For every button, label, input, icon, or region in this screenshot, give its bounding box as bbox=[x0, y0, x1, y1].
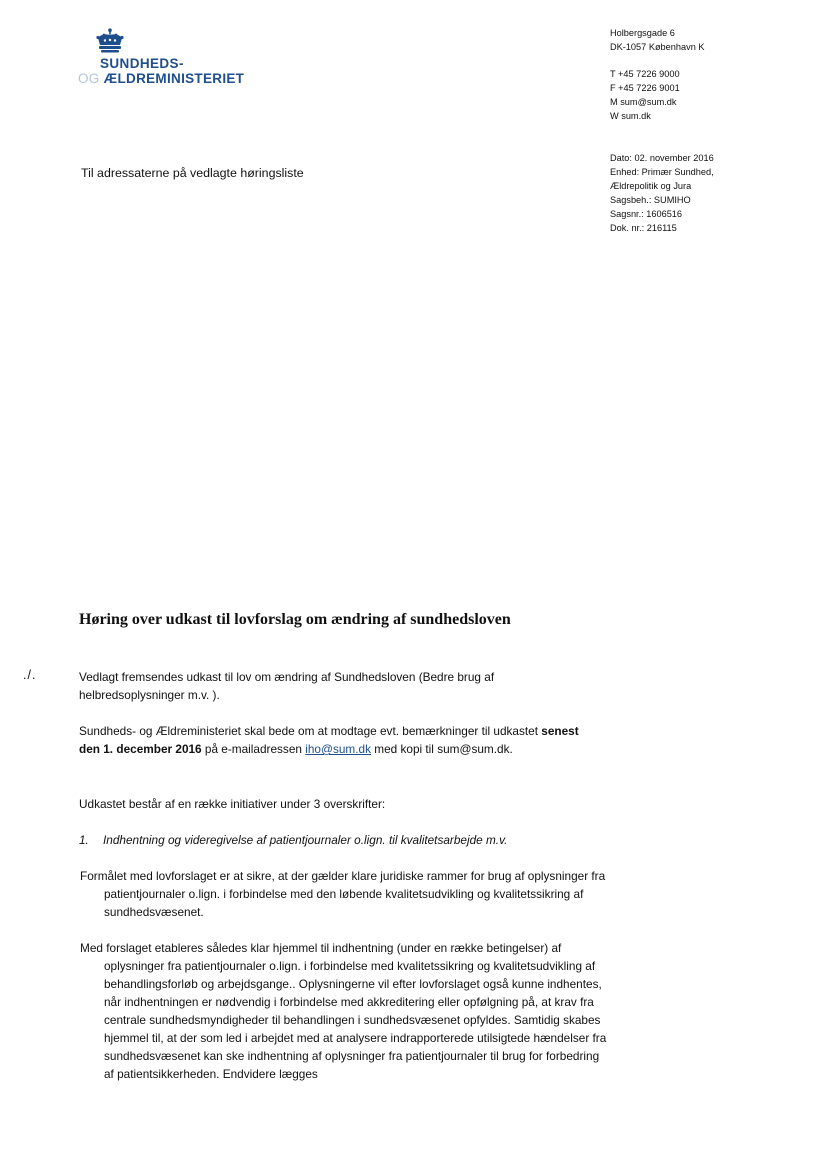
address-city: DK-1057 København K bbox=[610, 42, 705, 52]
paragraph-deadline bbox=[79, 722, 584, 758]
list-item-1 bbox=[79, 831, 584, 849]
meta-handler: Sagsbeh.: SUMIHO bbox=[610, 195, 691, 205]
meta-case-number: Sagsnr.: 1606516 bbox=[610, 209, 683, 219]
meta-date: Dato: 02. november 2016 bbox=[610, 153, 714, 163]
address-mail: M sum@sum.dk bbox=[610, 97, 677, 107]
paragraph-enclosure: Vedlagt fremsendes udkast til lov om ændring af Sundhedsloven (Bedre brug af helbredsoplysninger m.v. ). bbox=[79, 670, 495, 702]
logo-ministry: ÆLDREMINISTERIET bbox=[103, 71, 245, 86]
address-fax: F +45 7226 9001 bbox=[610, 83, 680, 93]
logo-line-2 bbox=[78, 71, 244, 86]
address-web: W sum.dk bbox=[610, 111, 651, 121]
paragraph-proposal: Med forslaget etableres således klar hjemmel til indhentning (under en række betingelser) af oplysninger fra patientjournaler o.lign. i forbindelse med kvalitetssikring og kvalitetsudvikling af behandlingsforløb og arbejdsgange.. Oplysningerne vil efter lovforslaget også kunne indhentes, når indhentningen er nødvendig i forbindelse med akkreditering eller opfølgning på, at krav fra centrale sundhedsmyndigheder til behandlingen i sundhedsvæsenet opfyldes. Samtidig skabes hjemmel til, at der som led i arbejdet med at analysere indrapporterede utilsigtede hændelser fra sundhedsvæsenet kan ske indhentning af oplysninger fra patientjournaler til brug for forbedring af patientsikkerheden. Endvidere lægges bbox=[80, 941, 607, 1081]
logo-prefix: OG bbox=[78, 71, 100, 86]
address-phone: T +45 7226 9000 bbox=[610, 69, 680, 79]
paragraph-overview: Udkastet består af en række initiativer under 3 overskrifter: bbox=[79, 797, 386, 811]
deadline-date: senest den 1. december 2016 bbox=[79, 724, 579, 756]
enclosure-mark: ./. bbox=[23, 668, 37, 682]
address-street: Holbergsgade 6 bbox=[610, 28, 675, 38]
meta-unit-2: Ældrepolitik og Jura bbox=[610, 181, 692, 191]
logo-line-1: SUNDHEDS- bbox=[100, 56, 184, 71]
paragraph-purpose: Formålet med lovforslaget er at sikre, at der gælder klare juridiske rammer for brug af oplysninger fra patientjournaler o.lign. i forbindelse med den løbende kvalitetsudvikling og kvalitetssikring af sundhedsvæsenet. bbox=[80, 869, 606, 919]
list-item-number: 1. bbox=[79, 833, 89, 847]
deadline-text-2: på e-mailadressen bbox=[201, 742, 306, 756]
email-link[interactable]: iho@sum.dk bbox=[305, 742, 371, 756]
deadline-text-1: Sundheds- og Ældreministeriet skal bede om at modtage evt. bemærkninger til udkastet bbox=[79, 724, 542, 738]
recipient-line: Til adressaterne på vedlagte høringsliste bbox=[81, 166, 304, 180]
meta-document-number: Dok. nr.: 216115 bbox=[610, 223, 677, 233]
document-heading: Høring over udkast til lovforslag om ændring af sundhedsloven bbox=[79, 611, 511, 628]
list-item-text: Indhentning og videregivelse af patientjournaler o.lign. til kvalitetsarbejde m.v. bbox=[103, 833, 508, 847]
deadline-text-3: med kopi til sum@sum.dk. bbox=[370, 742, 513, 756]
ministry-logo bbox=[76, 28, 256, 92]
crown-icon bbox=[94, 28, 126, 54]
meta-unit-1: Enhed: Primær Sundhed, bbox=[610, 167, 714, 177]
